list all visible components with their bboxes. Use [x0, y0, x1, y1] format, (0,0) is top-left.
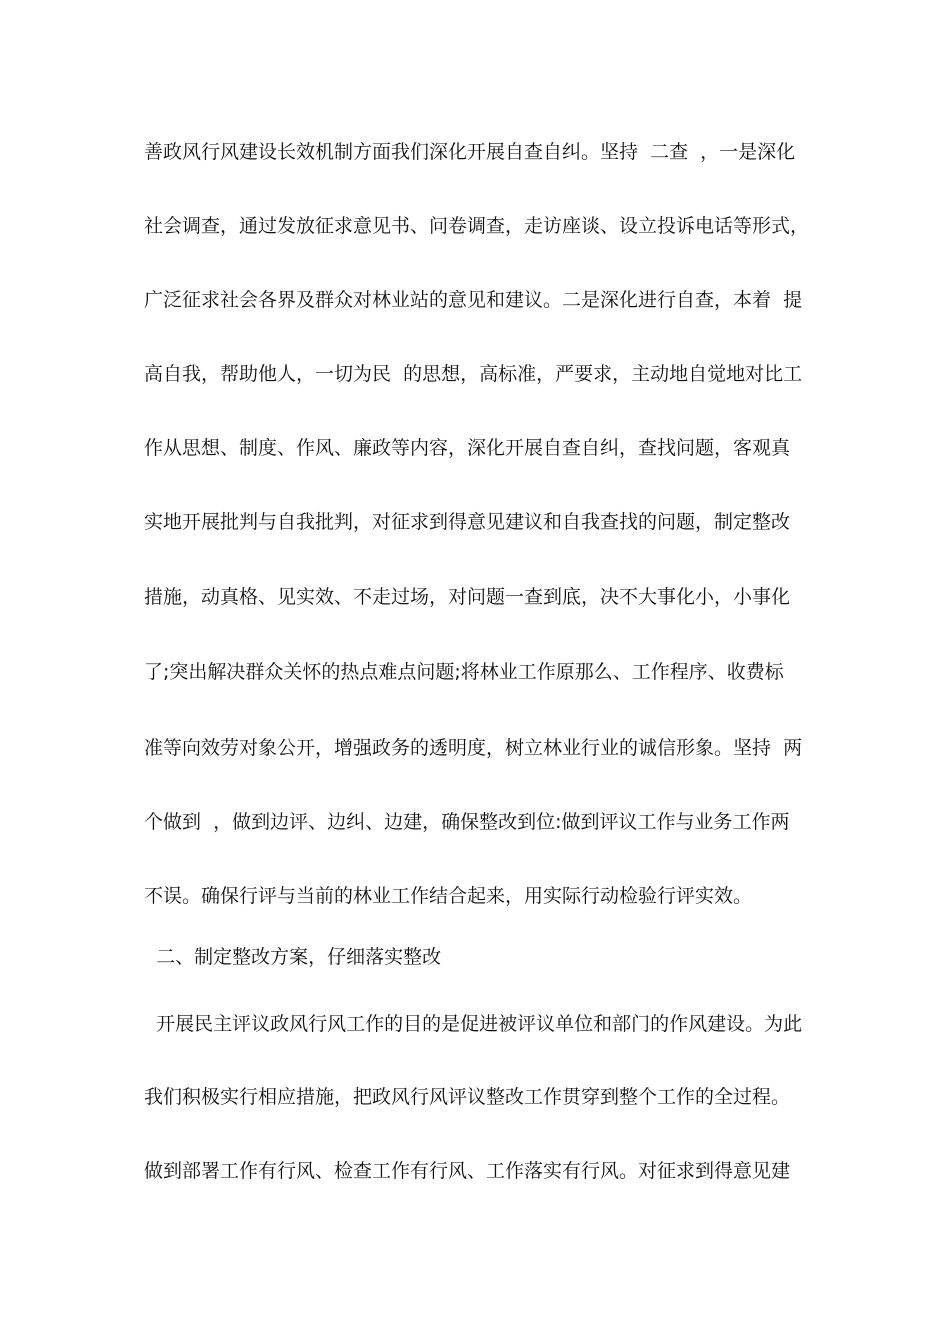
body-text-line: 高自我，帮助他人，一切为民 的思想，高标准，严要求，主动地自觉地对比工: [144, 363, 803, 385]
body-text-line: 我们积极实行相应措施，把政风行风评议整改工作贯穿到整个工作的全过程。: [144, 1086, 791, 1108]
body-text-line: 作从思想、制度、作风、廉政等内容，深化开展自查自纠，查找问题，客观真: [144, 437, 791, 459]
body-text-line: 个做到 ，做到边评、边纠、边建，确保整改到位:做到评议工作与业务工作两: [144, 811, 790, 833]
body-text-line: 不误。确保行评与当前的林业工作结合起来，用实际行动检验行评实效。: [144, 885, 753, 907]
section-heading: 二、制定整改方案，仔细落实整改: [144, 946, 442, 968]
body-text-line: 广泛征求社会各界及群众对林业站的意见和建议。二是深化进行自查，本着 提: [144, 289, 803, 311]
body-text-line: 了;突出解决群众关怀的热点难点问题;将林业工作原那么、工作程序、收费标: [144, 661, 784, 683]
body-text-line: 开展民主评议政风行风工作的目的是促进被评议单位和部门的作风建设。为此: [144, 1013, 803, 1035]
body-text-line: 准等向效劳对象公开，增强政务的透明度，树立林业行业的诚信形象。坚持 两: [144, 737, 803, 759]
body-text-line: 措施，动真格、见实效、不走过场，对问题一查到底，决不大事化小，小事化: [144, 586, 791, 608]
body-text-line: 社会调查，通过发放征求意见书、问卷调查，走访座谈、设立投诉电话等形式，: [144, 215, 810, 237]
body-text-line: 善政风行风建设长效机制方面我们深化开展自查自纠。坚持 二查 ，一是深化: [144, 141, 796, 163]
body-text-line: 实地开展批判与自我批判，对征求到得意见建议和自我查找的问题，制定整改: [144, 511, 791, 533]
body-text-line: 做到部署工作有行风、检查工作有行风、工作落实有行风。对征求到得意见建: [144, 1160, 791, 1182]
